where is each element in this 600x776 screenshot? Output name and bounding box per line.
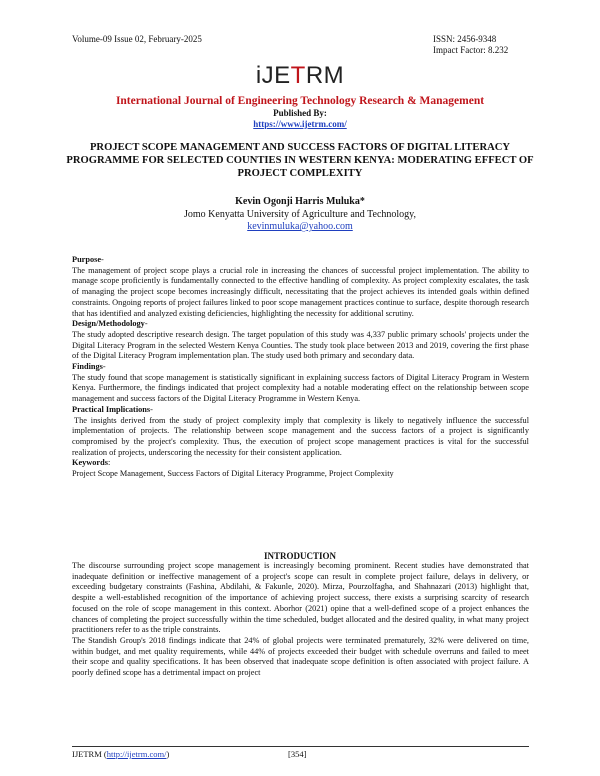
- purpose-heading: Purpose: [72, 255, 102, 264]
- footer-prefix: IJETRM (: [72, 749, 107, 759]
- abstract-section: Purpose- The management of project scope plays a crucial role in increasing the chances of successful project implementation. The ability to manage scope proficiently is fundamentally connected to the effective handling of complexity. As project complexity escalates, the task of managing the project scope becomes increasingly difficult, necessitating that the project achieves its intended goals within defined constraints. Ongoing reports of project failures linked to poor scope management practices continue to surface, despite thorough research that has identified and analyzed existing deficiencies, highlighting the necessity for additional scrutiny. Design/Methodology- The study adopted descriptive research design. The target population of this study was 4,337 public primary schools' projects under the Digital Literacy Program in the selected Western Kenya Counties. The study took place between 2013 and 2019, covering the first phase of the Digital Literacy Program implementation plan. The study used both primary and secondary data. Findings- The study found that scope management is statistically significant in explaining success factors of Digital Literacy Program in Western Kenya. Furthermore, the findings indicated that project complexity had a notable moderating effect on the relationship between scope management and success factors of the Digital Literacy Programme in Western Kenya. Practical Implications- The insights derived from the study of project complexity imply that complexity is likely to negatively influence the successful implementation of projects. The relationship between scope management and the success factors of a project is significantly compromised by the project's complexity. Thus, the execution of project scope management practices is vital for the successful realization of projects, underscoring the necessity for their consistent application. Keywords: Project Scope Management, Success Factors of Digital Literacy Programme, Project Complexity: [72, 255, 529, 479]
- footer-suffix: ): [166, 749, 170, 759]
- author-affiliation: Jomo Kenyatta University of Agriculture and Technology,: [183, 209, 417, 220]
- footer-journal: [72, 749, 169, 759]
- keywords-text: Project Scope Management, Success Factors of Digital Literacy Programme, Project Complexity: [72, 469, 394, 479]
- journal-logo: [0, 63, 600, 89]
- introduction-heading: INTRODUCTION: [263, 551, 336, 561]
- published-by: Published By:: [273, 108, 327, 118]
- publisher-link[interactable]: https://www.ijetrm.com/: [253, 119, 347, 129]
- design-heading: Design/Methodology: [72, 319, 145, 329]
- purpose-text: The management of project scope plays a crucial role in increasing the chances of successful project implementation. The ability to manage scope proficiently is fundamentally connected to the effective handling of complexity. As project complexity escalates, the task of managing the project scope becomes increasingly difficult, necessitating that the project achieves its intended goals within defined constraints. Ongoing reports of project failures linked to poor scope management practices continue to surface, despite thorough research that has identified and analyzed existing deficiencies, highlighting the necessity for additional scrutiny.: [72, 265, 529, 318]
- impact-factor: Impact Factor: 8.232: [433, 45, 509, 55]
- design-text: The study adopted descriptive research design. The target population of this study was 4,337 public primary schools' projects under the Digital Literacy Program in the selected Western Kenya Counties. The study took place between 2013 and 2019, covering the first phase of the Digital Literacy Program implementation plan. The study used both primary and secondary data.: [72, 329, 529, 361]
- paper-title: PROJECT SCOPE MANAGEMENT AND SUCCESS FACTORS OF DIGITAL LITERACY PROGRAMME FOR SELECTED COUNTIES IN WESTERN KENYA: MODERATING EFFECT OF PROJECT COMPLEXITY: [66, 142, 534, 179]
- volume-info: Volume-09 Issue 02, February-2025: [72, 34, 202, 44]
- introduction-paragraph-2: The Standish Group's 2018 findings indicate that 24% of global projects were terminated prematurely, 32% were delivered on time, within budget, and met quality requirements, while 44% of projects exceeded their budget with schedule overruns and failed to meet their scope and quality specifications. It has been observed that inadequate scope definition is often associated with project failure. A poorly defined scope has a detrimental impact on project: [72, 635, 529, 678]
- footer-divider: [72, 746, 529, 747]
- keywords-heading: Keywords: [72, 458, 108, 468]
- footer-link[interactable]: http://ijetrm.com/: [106, 749, 167, 759]
- findings-heading: Findings: [72, 362, 103, 372]
- introduction-body: [72, 561, 529, 679]
- introduction-paragraph-1: The discourse surrounding project scope management is increasingly becoming prominent. Recent studies have demonstrated that inadequate definition or ineffective management of a project's scope can result in complete project failure, delays in delivery, or exceeding budgetary constraints (Fashina, Abdilahi, & Fakunle, 2020). Mirza, Pourzolfagha, and Shahnazari (2013) highlight that, despite a well-established recognition of the importance of achieving project success, there exists a surprising scarcity of research focused on the role of scope management in this context. Aborhor (2021) opine that a well-defined scope of a project enhances the chances of completing the project successfully within the time scheduled, budget allocated and the desired quality, in what many project practitioners refer to as the triple constraints.: [72, 561, 529, 635]
- journal-name: International Journal of Engineering Technology Research & Management: [115, 95, 485, 107]
- practical-text: The insights derived from the study of project complexity imply that complexity is likely to negatively influence the successful implementation of projects. The relationship between scope management and the success factors of a project is significantly compromised by the project's complexity. Thus, the execution of project scope management practices is vital for the successful realization of projects, underscoring the necessity for their consistent application.: [72, 415, 529, 457]
- page-number: [354]: [288, 749, 307, 759]
- logo-text-3: RM: [305, 62, 345, 89]
- logo-text-2: T: [290, 62, 306, 89]
- author-name: Kevin Ogonji Harris Muluka*: [235, 196, 365, 207]
- author-email-link[interactable]: kevinmuluka@yahoo.com: [247, 221, 353, 232]
- findings-text: The study found that scope management is statistically significant in explaining success factors of Digital Literacy Program in Western Kenya. Furthermore, the findings indicated that project complexity had a notable moderating effect on the relationship between scope management and success factors of the Digital Literacy Programme in Western Kenya.: [72, 372, 529, 404]
- practical-heading: Practical Implications: [72, 404, 151, 414]
- issn: ISSN: 2456-9348: [433, 34, 497, 44]
- logo-text-1: iJE: [255, 62, 291, 89]
